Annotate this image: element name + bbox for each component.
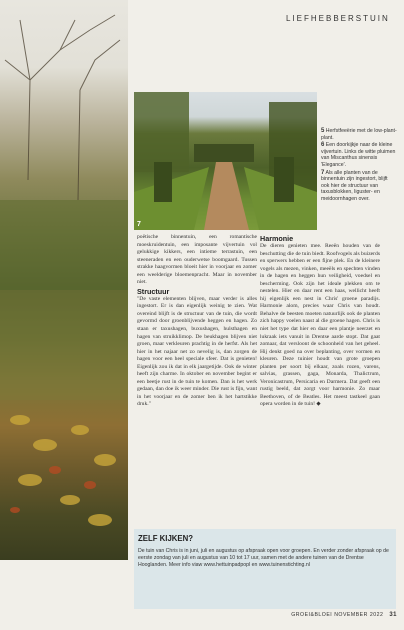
- caption-7: 7 Als alle planten van de binnentuin zijn ingestort, blijft ook hier de structuur van taxusblokken, liguster- en meidoornhagen over.: [321, 169, 388, 202]
- section-label: LIEFHEBBERSTUIN: [286, 14, 390, 23]
- trees-illustration: [0, 0, 128, 560]
- info-box-text: De tuin van Chris is in juni, juli en augustus op afspraak open voor groepen. En verder zonder afspraak op de eerste zondag van juli en augustus van 10 tot 17 uur, samen met de andere tuinen van de Drentse Hooglanden. Meer info viaw www.hettuinpadpopl en www.tuinenstichting.nl: [138, 548, 389, 569]
- heading-harmonie: Harmonie: [260, 234, 294, 243]
- structuur-paragraph: "De vaste elementen blijven, maar verder is alles ingestort. Er is dan eigenlijk weinig te zien. Wat overeind blijft is de structuur van de tuin, die wordt gevormd door groenblijvende heggen en hagen. Zo staan er taxushagen, buxushagen, hulsthagen en hagen van struikklimop. De beukhagen blijven niet groen, maar verkleuren prachtig in de herfst. Als het hier in het najaar net zo nevelig is, dan zorgen de hagen voor een heel speciale sfeer. Dat is genieten! Eigenlijk zou ik dat in elk jaargetijde. Ook de winter heeft zijn charme. In oktober en november begint er een beetje rust in de tuin te komen. Dan is het werk gedaan, dan doe ik weer minder. Die rust is fijn, want in het voorjaar en de zomer ben ik het hartstikke druk.": [137, 295, 257, 408]
- garden-path-photo: [134, 92, 317, 230]
- garden-photo-left: [0, 0, 128, 560]
- page-number: 31: [389, 612, 397, 618]
- heading-structuur: Structuur: [137, 286, 170, 296]
- caption-5: 5 Herfstfeeërie met de low-plant-plant.: [321, 128, 397, 141]
- photo-number: 7: [137, 221, 141, 228]
- magazine-name: GROEI&BLOEI: [291, 612, 333, 618]
- caption-6: 6 Een doorkijkje naar de kleine vijvertuin. Links de witte pluimen van Miscanthus sinensis 'Elegance'.: [321, 142, 396, 168]
- intro-paragraph: poëtische binnentuin, een romantische moeskruidentuin, een imposante vijvertuin vol gelukkige kikkers, een intieme terrastuin, een steeneraden en een ouderwetse boomgaard. Tussen strakke haagvormen bloeit hier in voorjaar en zomer een weelderige bloemenpracht. Maar in november niet.: [137, 234, 257, 286]
- info-box-title: ZELF KIJKEN?: [138, 534, 194, 543]
- info-box-zelf-kijken: [134, 529, 396, 609]
- article-column-left: [137, 234, 257, 409]
- page-footer: [285, 612, 397, 618]
- garden-path-illustration: [134, 92, 317, 230]
- article-column-right: [260, 234, 380, 409]
- issue-date: NOVEMBER 2022: [334, 612, 384, 618]
- photo-captions: [321, 128, 397, 204]
- harmonie-paragraph: De dieren genieten mee. Reeën houden van de beschutting die de tuin biedt. Roofvogels als buizerds en sperwers hebben er een fijne plek. En de kleinere vogels als mezen, vinken, meeëls en spechten vinden in de hagen en heggen hun veiligheid, voedsel en bescherming. Ook zijn het ideale plekken om te nestelen. Hier en daar rent een haas, wellicht heeft hij eigenlijk een nest in Chris' groene paradijs. Harmonie alom, precies waar Chris van houdt. Behalve de beesten moeten natuurlijk ook de planten zich happy voelen naast al die groene hagen. Chris is niet het type dat hier en daar een plantje neerzet en lukraak iets vanuit in Drentse aarde stopt. Dat gaat zomaar, dat versloont de schoonheid van het geheel. Hij denkt goed na over beplanting, over vormen en kleuren. Deze tuinier houdt van grote groepen planten per soort bij elkaar, zoals rozen, varens, salvias, grassen, gaga, Monarda, Thalictrum, Veronicastrum, Persicaria en Darmera. Dat geeft een rustig beeld, dat zorgt voor harmonie. Zo maar Beethoven, of de Beatles. Het meest tastkeel gaan opera worden in de tuin! ◆: [260, 243, 380, 408]
